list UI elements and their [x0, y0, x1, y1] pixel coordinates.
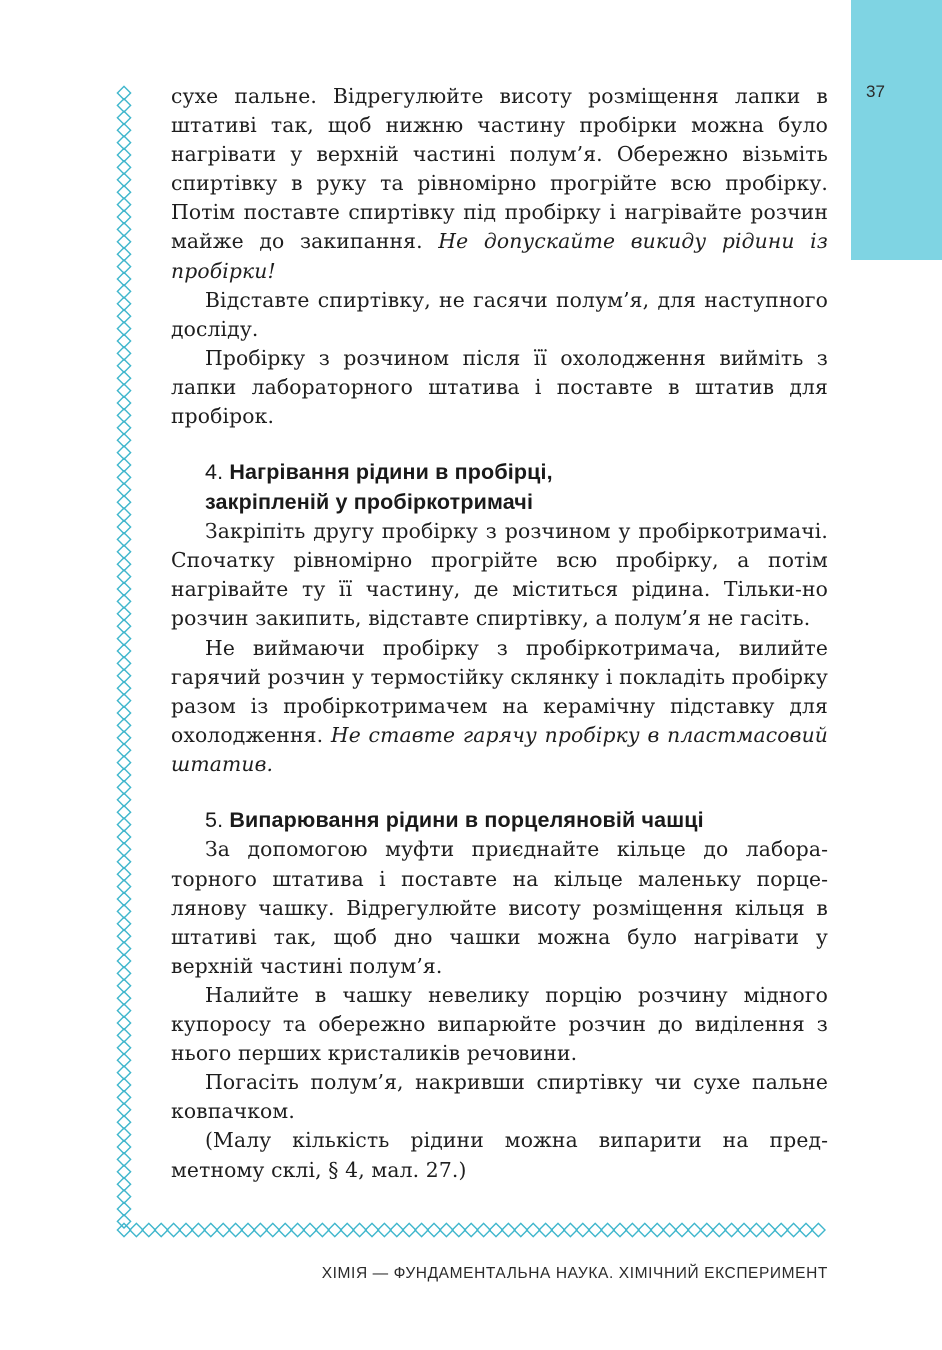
- ornament-diamond: [142, 1223, 155, 1236]
- ornament-diamond: [117, 384, 130, 397]
- section-title: Випарювання рідини в порцеляновій чашці: [229, 807, 704, 832]
- paragraph: Пробірку з розчином після її охолодження вийміть з лапки лабораторного штатива і поставте в штатив для пробірок.: [171, 345, 828, 429]
- ornament-diamond: [117, 818, 130, 831]
- paragraph: Налийте в чашку невелику порцію розчину мідного купоросу та обережно випарюйте розчин до виділення з нього перших кристаликів речовини.: [171, 982, 828, 1066]
- ornament-diamond: [117, 880, 130, 893]
- ornament-diamond: [812, 1223, 825, 1236]
- ornament-diamond: [117, 930, 130, 943]
- ornament-diamond: [117, 1078, 130, 1091]
- ornament-diamond: [564, 1223, 577, 1236]
- ornament-diamond: [117, 508, 130, 521]
- ornament-diamond: [787, 1223, 800, 1236]
- ornament-diamond: [117, 1202, 130, 1215]
- ornament-diamond: [477, 1223, 490, 1236]
- ornament-diamond: [427, 1223, 440, 1236]
- ornament-diamond: [117, 297, 130, 310]
- ornament-diamond: [217, 1223, 230, 1236]
- ornament-diamond: [117, 669, 130, 682]
- ornament-diamond: [750, 1223, 763, 1236]
- ornament-diamond: [117, 248, 130, 261]
- ornament-diamond: [403, 1223, 416, 1236]
- ornament-diamond: [117, 830, 130, 843]
- ornament-diamond: [117, 322, 130, 335]
- ornament-diamond: [117, 520, 130, 533]
- ornament-diamond: [117, 905, 130, 918]
- ornament-diamond: [316, 1223, 329, 1236]
- ornament-diamond: [117, 744, 130, 757]
- ornament-diamond: [266, 1223, 279, 1236]
- ornament-diamond: [341, 1223, 354, 1236]
- ornament-diamond: [737, 1223, 750, 1236]
- ornament-diamond: [762, 1223, 775, 1236]
- ornament-diamond: [353, 1223, 366, 1236]
- ornament-diamond: [117, 496, 130, 509]
- ornament-diamond: [117, 1165, 130, 1178]
- ornament-diamond: [117, 942, 130, 955]
- ornament-diamond: [390, 1223, 403, 1236]
- ornament-diamond: [117, 979, 130, 992]
- ornament-diamond: [117, 1153, 130, 1166]
- ornament-diamond: [117, 434, 130, 447]
- page-content: [171, 82, 828, 1185]
- ornament-diamond: [117, 1016, 130, 1029]
- ornament-diamond: [117, 719, 130, 732]
- ornament-diamond: [117, 1066, 130, 1079]
- ornament-diamond: [675, 1223, 688, 1236]
- ornament-diamond: [254, 1223, 267, 1236]
- ornament-diamond: [117, 1091, 130, 1104]
- ornament-diamond: [638, 1223, 651, 1236]
- ornament-diamond: [117, 1140, 130, 1153]
- ornament-diamond: [117, 148, 130, 161]
- page-number: 37: [866, 82, 885, 101]
- paragraph: Відставте спиртівку, не гасячи полум’я, для наступного досліду.: [171, 287, 828, 341]
- ornament-diamond: [117, 1223, 130, 1236]
- ornament-diamond: [279, 1223, 292, 1236]
- ornament-diamond: [117, 793, 130, 806]
- ornament-diamond: [117, 210, 130, 223]
- ornament-diamond: [117, 347, 130, 360]
- ornament-border-left: [115, 84, 133, 1234]
- section-heading-5: [205, 806, 828, 836]
- ornament-diamond: [130, 1223, 143, 1236]
- ornament-diamond: [489, 1223, 502, 1236]
- ornament-diamond: [576, 1223, 589, 1236]
- paragraph-text: Не виймаючи пробірку з пробіркотримача, вилийте гарячий розчин у термостійку склянку і покладіть пробірку разом із пробіркотримачем на керамічну підставку для охолодження.: [171, 635, 828, 747]
- ornament-diamond: [514, 1223, 527, 1236]
- ornament-diamond: [229, 1223, 242, 1236]
- ornament-diamond: [626, 1223, 639, 1236]
- ornament-diamond: [117, 483, 130, 496]
- ornament-diamond: [502, 1223, 515, 1236]
- section-title: Нагрівання рідини в пробірці,: [229, 460, 553, 485]
- section-number: 5.: [205, 807, 224, 832]
- ornament-diamond: [651, 1223, 664, 1236]
- ornament-diamond: [117, 359, 130, 372]
- ornament-diamond: [117, 285, 130, 298]
- running-footer: ХІМІЯ — ФУНДАМЕНТАЛЬНА НАУКА. ХІМІЧНИЙ ЕКСПЕРИМЕНТ: [321, 1265, 828, 1282]
- ornament-diamond: [117, 235, 130, 248]
- ornament-diamond: [551, 1223, 564, 1236]
- ornament-diamond: [117, 272, 130, 285]
- ornament-diamond: [117, 545, 130, 558]
- paragraph: [171, 82, 828, 286]
- ornament-diamond: [117, 173, 130, 186]
- ornament-diamond: [688, 1223, 701, 1236]
- section-title-continued: закріпленій у пробіркотримачі: [205, 489, 534, 514]
- ornament-diamond: [117, 843, 130, 856]
- ornament-diamond: [663, 1223, 676, 1236]
- ornament-diamond: [589, 1223, 602, 1236]
- ornament-diamond: [440, 1223, 453, 1236]
- ornament-diamond: [117, 372, 130, 385]
- ornament-diamond: [117, 310, 130, 323]
- ornament-diamond: [378, 1223, 391, 1236]
- ornament-diamond: [117, 855, 130, 868]
- warning-text: Не допускайте викиду рідини із пробірки!: [171, 229, 828, 283]
- ornament-diamond: [117, 409, 130, 422]
- ornament-diamond: [117, 731, 130, 744]
- ornament-diamond: [713, 1223, 726, 1236]
- ornament-diamond: [328, 1223, 341, 1236]
- ornament-diamond: [117, 954, 130, 967]
- ornament-diamond: [117, 868, 130, 881]
- paragraph: Погасіть полум’я, накривши спиртівку чи сухе пальне ковпачком.: [171, 1070, 828, 1124]
- ornament-diamond: [415, 1223, 428, 1236]
- ornament-diamond: [117, 595, 130, 608]
- ornament-diamond: [117, 1041, 130, 1054]
- ornament-diamond: [117, 1190, 130, 1203]
- ornament-diamond: [117, 1128, 130, 1141]
- ornament-diamond: [452, 1223, 465, 1236]
- ornament-diamond: [204, 1223, 217, 1236]
- ornament-diamond: [527, 1223, 540, 1236]
- ornament-diamond: [799, 1223, 812, 1236]
- ornament-diamond: [117, 644, 130, 657]
- ornament-diamond: [117, 458, 130, 471]
- ornament-border-bottom: [115, 1221, 829, 1239]
- ornament-diamond: [117, 471, 130, 484]
- ornament-diamond: [117, 992, 130, 1005]
- ornament-diamond: [117, 682, 130, 695]
- ornament-diamond: [539, 1223, 552, 1236]
- chapter-tab: [851, 0, 942, 260]
- ornament-diamond: [117, 657, 130, 670]
- ornament-diamond: [465, 1223, 478, 1236]
- ornament-diamond: [117, 1029, 130, 1042]
- ornament-diamond: [117, 558, 130, 571]
- ornament-diamond: [117, 694, 130, 707]
- ornament-diamond: [117, 1103, 130, 1116]
- ornament-diamond: [117, 806, 130, 819]
- ornament-diamond: [179, 1223, 192, 1236]
- section-number: 4.: [205, 460, 224, 485]
- paragraph-text: сухе пальне. Відрегулюйте висоту розміщення лапки в штативі так, щоб нижню частину пробірки можна було нагрівати у верхній частині полум’я. Обережно візьміть спиртівку в руку та рівномірно прогрійте всю пробірку. Потім поставте спиртівку під пробірку і нагрівайте розчин майже до закипання.: [171, 84, 828, 254]
- ornament-diamond: [117, 570, 130, 583]
- paragraph: (Малу кількість рідини можна випарити на предметному склі, § 4, мал. 27.): [171, 1128, 828, 1182]
- ornament-diamond: [117, 223, 130, 236]
- ornament-diamond: [117, 99, 130, 112]
- ornament-diamond: [117, 706, 130, 719]
- ornament-diamond: [117, 161, 130, 174]
- ornament-diamond: [192, 1223, 205, 1236]
- ornament-diamond: [117, 607, 130, 620]
- ornament-diamond: [365, 1223, 378, 1236]
- ornament-diamond: [117, 917, 130, 930]
- ornament-diamond: [601, 1223, 614, 1236]
- ornament-diamond: [117, 1054, 130, 1067]
- ornament-diamond: [167, 1223, 180, 1236]
- ornament-diamond: [117, 768, 130, 781]
- ornament-diamond: [117, 186, 130, 199]
- ornament-diamond: [117, 892, 130, 905]
- paragraph: Закріпіть другу пробірку з розчином у пробіркотримачі. Спочатку рівномірно прогрійте всю пробірку, а потім нагрівайте ту її частину, де міститься рідина. Тільки-но розчин закипить, відставте спиртівку, а полум’я не гасіть.: [171, 519, 828, 631]
- ornament-diamond: [241, 1223, 254, 1236]
- ornament-diamond: [117, 198, 130, 211]
- ornament-diamond: [117, 1116, 130, 1129]
- ornament-diamond: [117, 620, 130, 633]
- ornament-diamond: [117, 781, 130, 794]
- ornament-diamond: [700, 1223, 713, 1236]
- section-heading-4: [205, 458, 828, 517]
- ornament-diamond: [117, 582, 130, 595]
- ornament-diamond: [117, 421, 130, 434]
- ornament-diamond: [117, 632, 130, 645]
- warning-text: Не ставте гарячу пробірку в пластмасовий штатив.: [171, 722, 828, 776]
- ornament-diamond: [117, 136, 130, 149]
- ornament-diamond: [117, 1178, 130, 1191]
- ornament-diamond: [291, 1223, 304, 1236]
- ornament-diamond: [155, 1223, 168, 1236]
- ornament-diamond: [117, 124, 130, 137]
- ornament-diamond: [117, 86, 130, 99]
- ornament-diamond: [117, 967, 130, 980]
- ornament-diamond: [613, 1223, 626, 1236]
- ornament-diamond: [303, 1223, 316, 1236]
- ornament-diamond: [117, 396, 130, 409]
- ornament-diamond: [117, 446, 130, 459]
- ornament-diamond: [117, 533, 130, 546]
- ornament-diamond: [117, 334, 130, 347]
- ornament-diamond: [117, 756, 130, 769]
- paragraph: За допомогою муфти приєднайте кільце до лабораторного штатива і поставте на кільце маленьку порцелянову чашку. Відрегулюйте висоту розміщення кільця в штативі так, щоб дно чашки можна було нагрівати у верхній частині полум’я.: [171, 837, 828, 978]
- ornament-diamond: [117, 111, 130, 124]
- ornament-diamond: [117, 260, 130, 273]
- ornament-diamond: [775, 1223, 788, 1236]
- paragraph: [171, 634, 828, 779]
- ornament-diamond: [117, 1004, 130, 1017]
- ornament-diamond: [725, 1223, 738, 1236]
